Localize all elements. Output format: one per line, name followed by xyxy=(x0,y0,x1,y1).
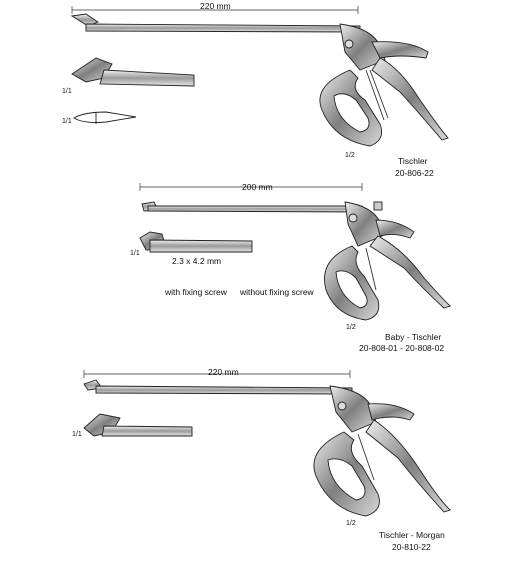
length-label-2: 200 mm xyxy=(242,182,273,192)
instrument-2-drawing xyxy=(140,183,450,320)
instrument-code-3: 20-810-22 xyxy=(392,542,431,552)
instrument-1-drawing xyxy=(72,6,448,146)
scale-tip-1: 1/1 xyxy=(62,88,72,95)
instrument-code-2: 20-808-01 - 20-808-02 xyxy=(359,343,445,353)
scale-tip-1b: 1/1 xyxy=(62,118,72,125)
scale-tip-3: 1/1 xyxy=(72,431,82,438)
scale-handle-3: 1/2 xyxy=(346,520,356,527)
option-with-screw: with fixing screw xyxy=(165,287,227,297)
instrument-name-3: Tischler - Morgan xyxy=(379,530,445,540)
instrument-code-1: 20-806-22 xyxy=(395,168,434,178)
scale-handle-2: 1/2 xyxy=(346,324,356,331)
instrument-name-2: Baby - Tischler xyxy=(385,332,442,342)
scale-tip-2: 1/1 xyxy=(130,250,140,257)
option-without-screw: without fixing screw xyxy=(240,287,314,297)
tip-size-label: 2.3 x 4.2 mm xyxy=(172,256,222,266)
instrument-name-1: Tischler xyxy=(398,156,428,166)
instrument-3-drawing xyxy=(84,367,450,516)
length-label-3: 220 mm xyxy=(208,367,239,377)
scale-handle-1: 1/2 xyxy=(345,152,355,159)
length-label-1: 220 mm xyxy=(200,1,231,11)
